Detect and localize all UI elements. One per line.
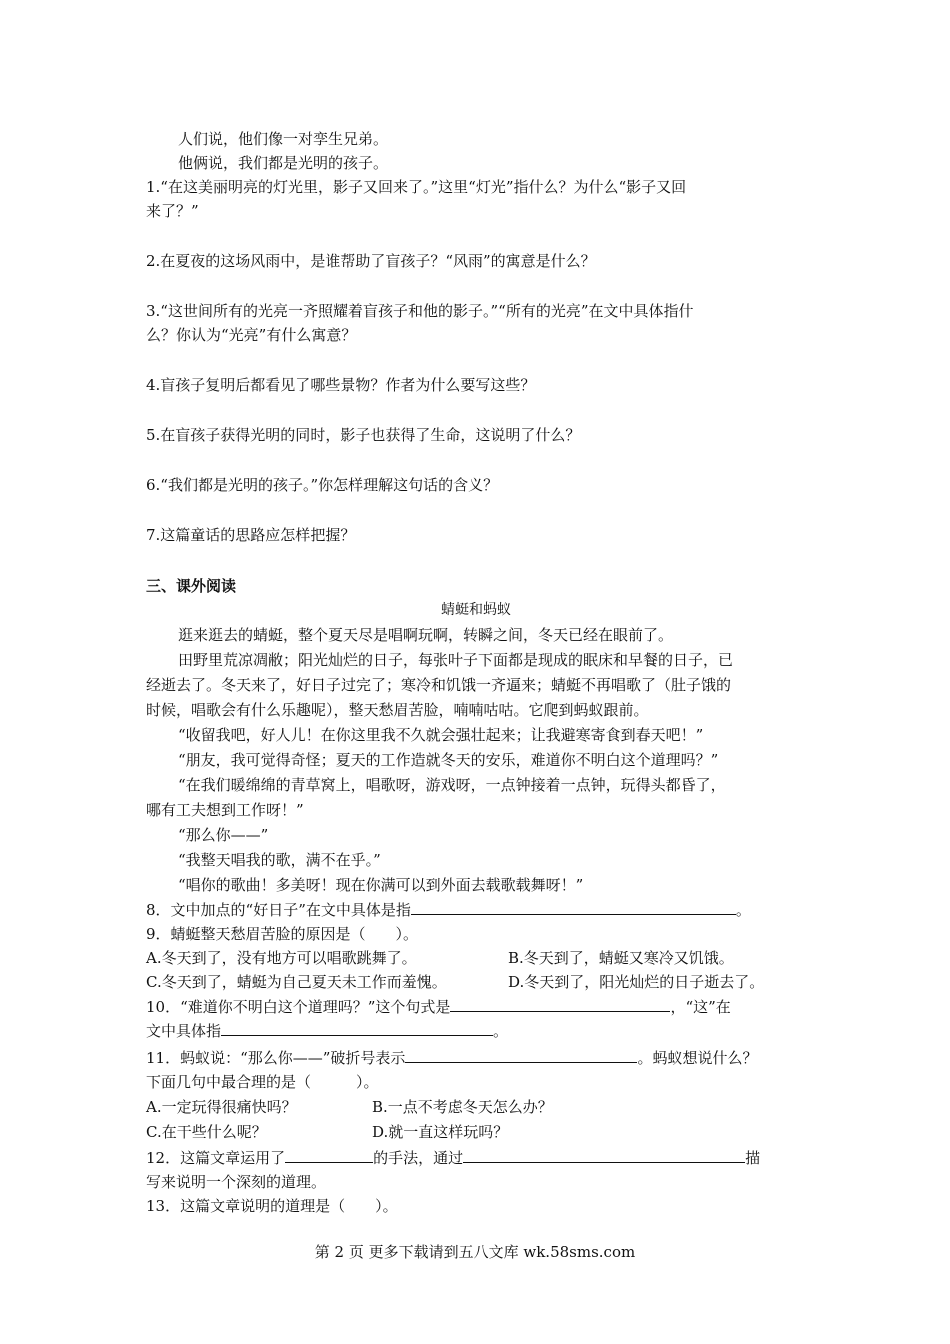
option-a[interactable]: A.一定玩得很痛快吗？ — [146, 1098, 297, 1116]
question-8-text: 8．文中加点的“好日子”在文中具体是指 — [146, 901, 411, 919]
story-paragraph: “收留我吧，好人儿！在你这里我不久就会强壮起来；让我避寒寄食到春天吧！” — [178, 726, 704, 744]
question-12-cont: 写来说明一个深刻的道理。 — [146, 1173, 327, 1191]
question-10-line2: 文中具体指 — [146, 1022, 222, 1040]
story-title: 蜻蜓和蚂蚁 — [441, 602, 511, 618]
poem-line: 他俩说，我们都是光明的孩子。 — [178, 154, 389, 172]
question-4: 4.盲孩子复明后都看见了哪些景物？作者为什么要写这些？ — [146, 376, 536, 394]
question-11-options-cd — [146, 1120, 806, 1144]
option-b[interactable]: B.冬天到了，蜻蜓又寒冷又饥饿。 — [508, 949, 734, 967]
question-11 — [146, 1046, 806, 1070]
question-12-end: 描 — [745, 1149, 761, 1167]
story-paragraph: “朋友，我可觉得奇怪；夏天的工作造就冬天的安乐，难道你不明白这个道理吗？” — [178, 751, 719, 769]
question-7: 7.这篇童话的思路应怎样把握？ — [146, 526, 356, 544]
story-paragraph: “那么你——” — [178, 826, 269, 844]
answer-blank[interactable] — [285, 1146, 373, 1163]
question-10-end: 。 — [493, 1022, 509, 1040]
option-c[interactable]: C.冬天到了，蜻蜓为自己夏天未工作而羞愧。 — [146, 973, 447, 991]
story-paragraph: 经逝去了。冬天来了，好日子过完了；寒冷和饥饿一齐逼来；蜻蜓不再唱歌了（肚子饿的 — [146, 676, 732, 694]
option-b[interactable]: B.一点不考虑冬天怎么办？ — [372, 1098, 553, 1116]
story-paragraph: “唱你的歌曲！多美呀！现在你满可以到外面去载歌载舞呀！” — [178, 876, 584, 894]
question-10 — [146, 995, 806, 1019]
page-footer: 第 2 页 更多下载请到五八文库 wk.58sms.com — [314, 1243, 636, 1261]
option-d[interactable]: D.就一直这样玩吗？ — [372, 1123, 509, 1141]
question-12-text: 12．这篇文章运用了 — [146, 1149, 286, 1167]
story-paragraph: 逛来逛去的蜻蜓，整个夏天尽是唱啊玩啊，转瞬之间，冬天已经在眼前了。 — [178, 626, 674, 644]
question-6: 6.“我们都是光明的孩子。”你怎样理解这句话的含义？ — [146, 476, 499, 494]
question-9-options-cd — [146, 970, 806, 994]
option-a[interactable]: A.冬天到了，没有地方可以唱歌跳舞了。 — [146, 949, 417, 967]
answer-blank[interactable] — [463, 1146, 745, 1163]
question-9-options-ab — [146, 946, 806, 970]
question-8-end: 。 — [735, 901, 751, 919]
question-2: 2.在夏夜的这场风雨中，是谁帮助了盲孩子？“风雨”的寓意是什么？ — [146, 252, 596, 270]
section-heading: 三、课外阅读 — [146, 577, 237, 595]
question-3-cont: 么？你认为“光亮”有什么寓意？ — [146, 326, 357, 344]
story-paragraph: 时候，唱歌会有什么乐趣呢），整天愁眉苦脸，喃喃咕咕。它爬到蚂蚁跟前。 — [146, 701, 649, 719]
question-11-text: 11．蚂蚁说：“那么你——”破折号表示 — [146, 1049, 406, 1067]
question-10-text: 10．“难道你不明白这个道理吗？”这个句式是 — [146, 998, 451, 1016]
question-8 — [146, 898, 806, 922]
answer-blank[interactable] — [411, 898, 736, 915]
option-c[interactable]: C.在干些什么呢？ — [146, 1123, 267, 1141]
question-10-mid: ，“这”在 — [670, 998, 731, 1016]
option-d[interactable]: D.冬天到了，阳光灿烂的日子逝去了。 — [508, 973, 765, 991]
question-11-options-ab — [146, 1095, 806, 1119]
question-1: 1.“在这美丽明亮的灯光里，影子又回来了。”这里“灯光”指什么？为什么“影子又回 — [146, 178, 687, 196]
question-11-cont: 下面几句中最合理的是（ ）。 — [146, 1073, 379, 1091]
question-11-mid: 。蚂蚁想说什么？ — [637, 1049, 758, 1067]
question-12 — [146, 1146, 806, 1170]
question-3: 3.“这世间所有的光亮一齐照耀着盲孩子和他的影子。”“所有的光亮”在文中具体指什 — [146, 302, 694, 320]
poem-line: 人们说，他们像一对孪生兄弟。 — [178, 130, 389, 148]
question-5: 5.在盲孩子获得光明的同时，影子也获得了生命，这说明了什么？ — [146, 426, 581, 444]
story-paragraph: 田野里荒凉凋敝；阳光灿烂的日子，每张叶子下面都是现成的眠床和早餐的日子，已 — [178, 651, 734, 669]
answer-blank[interactable] — [221, 1019, 493, 1036]
answer-blank[interactable] — [405, 1046, 637, 1063]
question-13: 13．这篇文章说明的道理是（ ）。 — [146, 1197, 398, 1215]
answer-blank[interactable] — [450, 995, 670, 1012]
question-10-cont — [146, 1019, 806, 1043]
question-9: 9．蜻蜓整天愁眉苦脸的原因是（ ）。 — [146, 925, 419, 943]
question-12-mid: 的手法，通过 — [373, 1149, 464, 1167]
story-paragraph: “在我们暖绵绵的青草窝上，唱歌呀，游戏呀，一点钟接着一点钟，玩得头都昏了， — [178, 776, 726, 794]
story-paragraph: “我整天唱我的歌，满不在乎。” — [178, 851, 381, 869]
question-1-cont: 来了？” — [146, 202, 199, 220]
story-paragraph: 哪有工夫想到工作呀！” — [146, 801, 304, 819]
